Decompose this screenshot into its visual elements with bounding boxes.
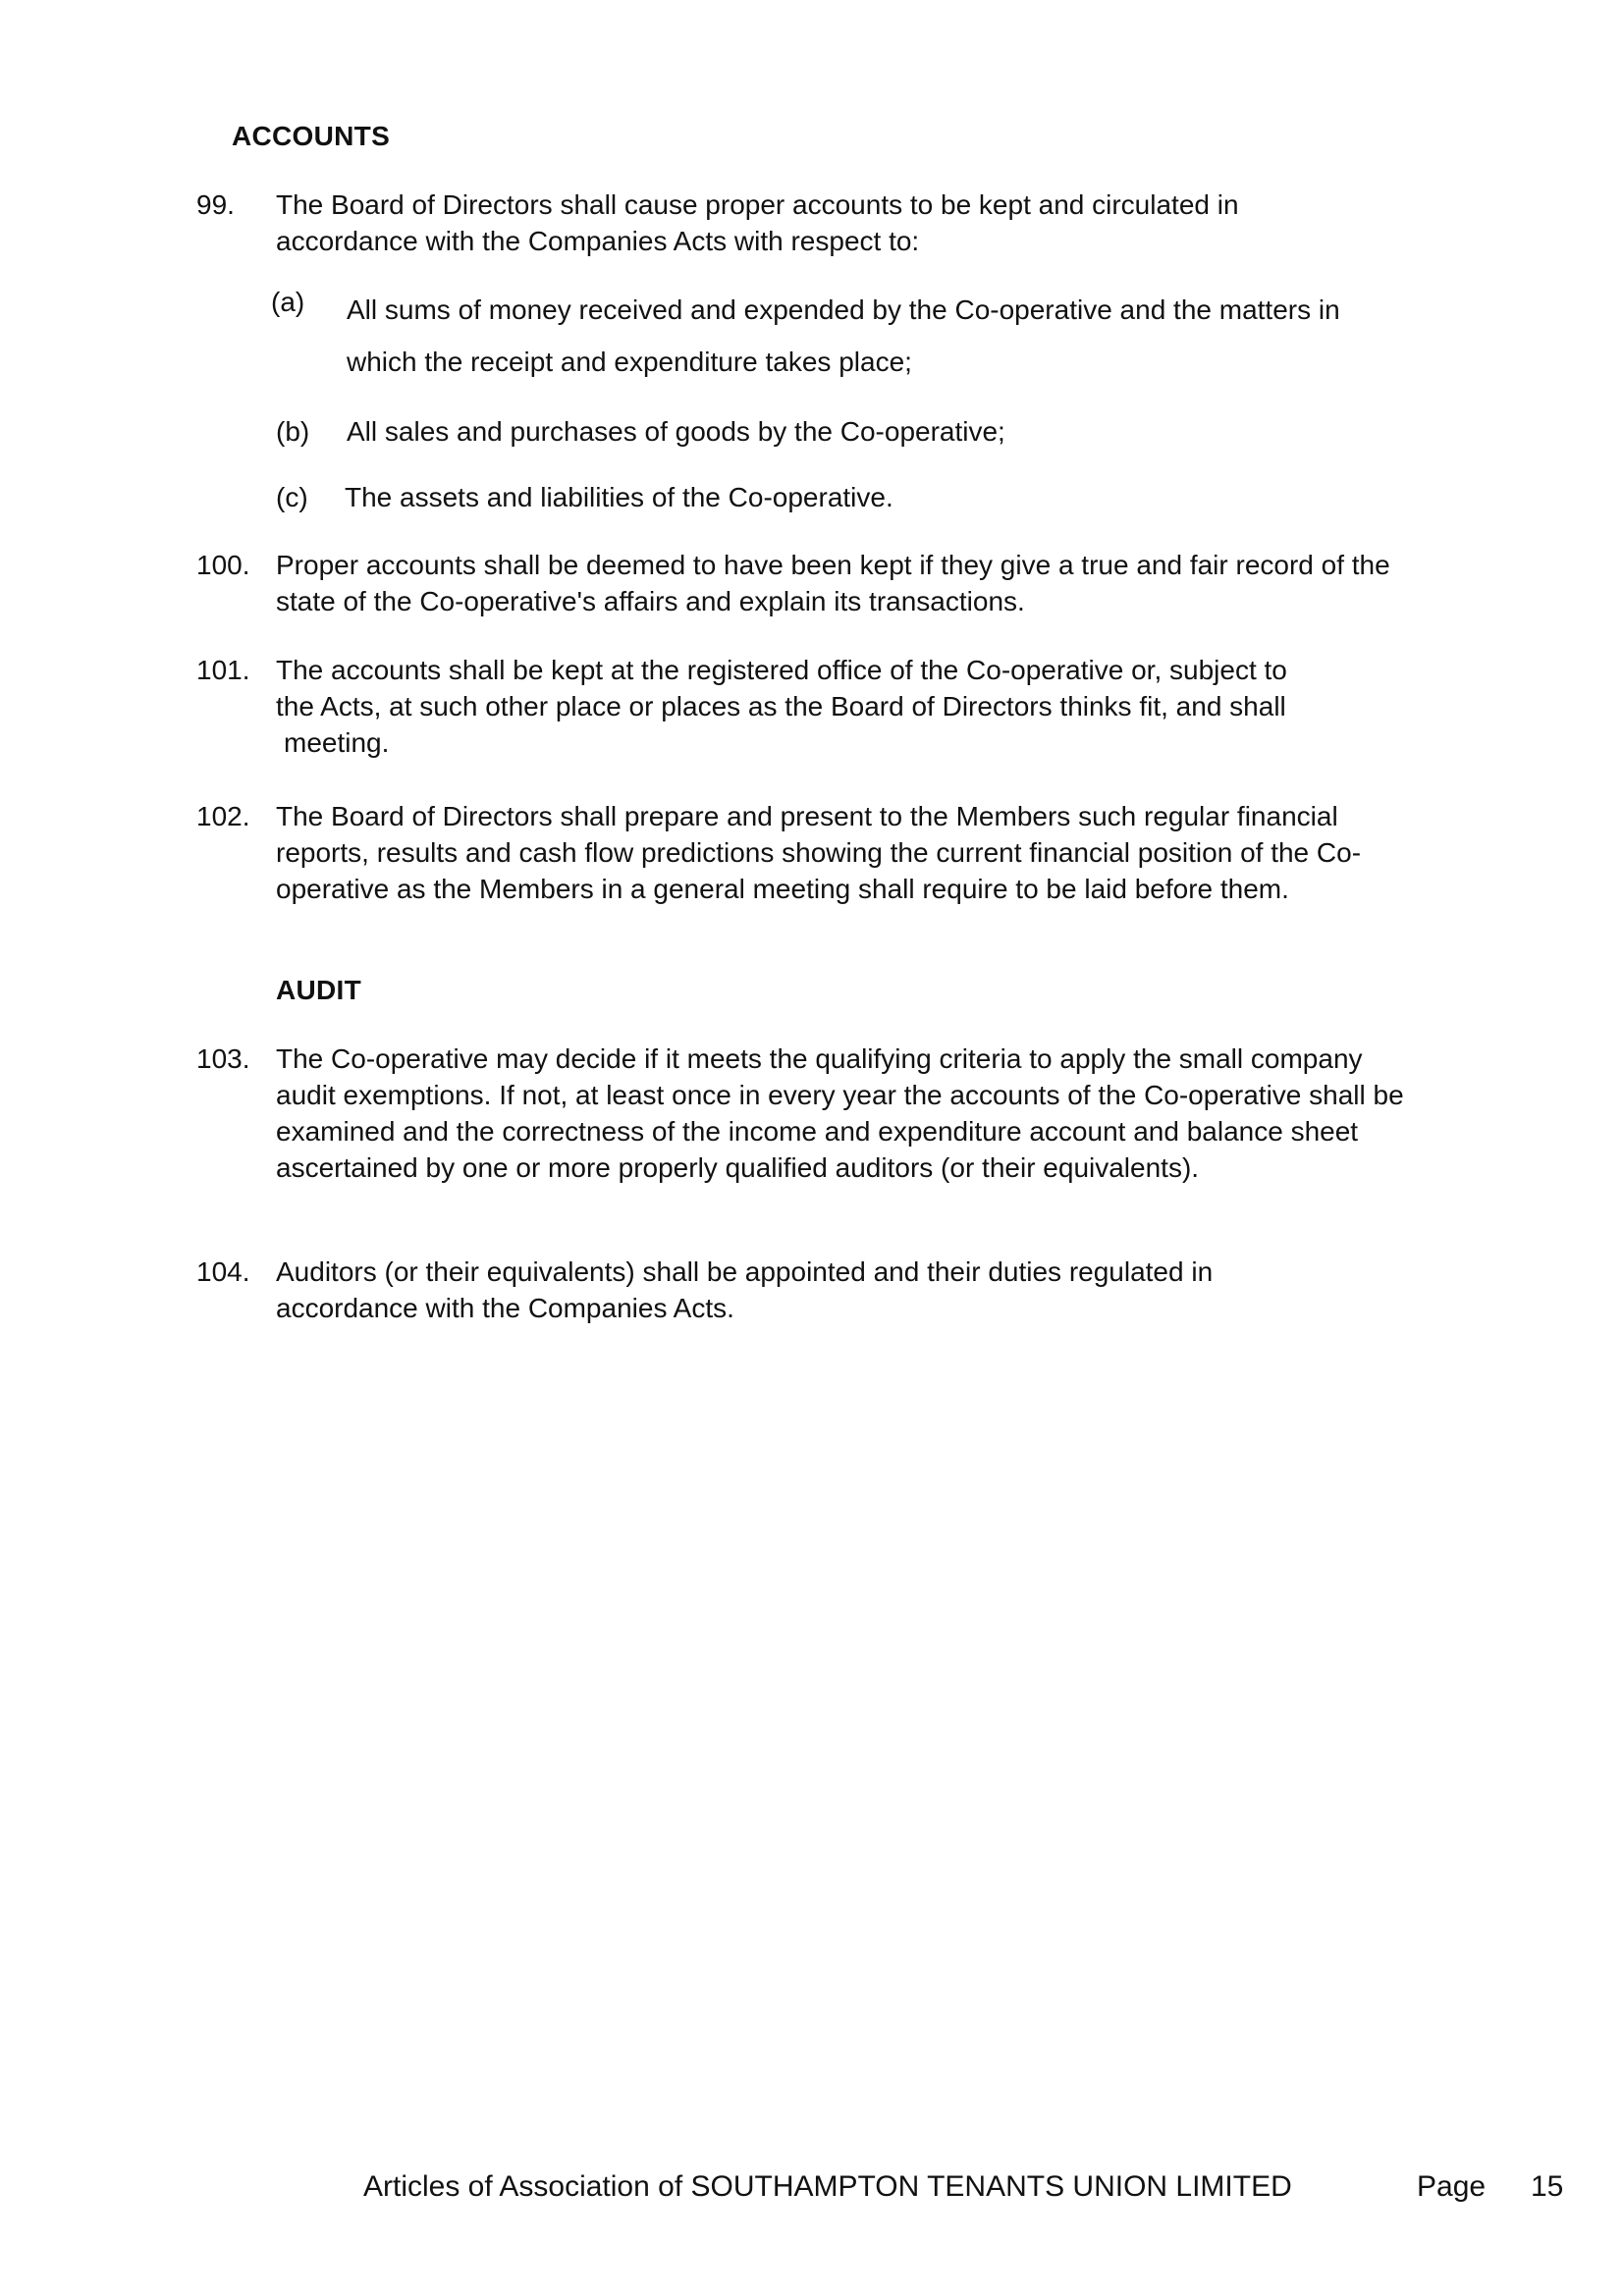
clause-number: 102. <box>196 801 250 831</box>
sub-item-text: All sales and purchases of goods by the Co-operative; <box>347 416 1005 447</box>
clause-number: 99. <box>196 189 235 220</box>
clause-number: 100. <box>196 550 250 580</box>
clause-text: The Co-operative may decide if it meets the qualifying criteria to apply the small company audit exemptions. If not, at least once in every year the accounts of the Co-operative shall be examined and the correctness of the income and expenditure account and balance sheet ascertained by one or more properly qualified auditors (or their equivalents). <box>276 1043 1404 1183</box>
footer-page-number: 15 <box>1531 2170 1564 2203</box>
sub-item-label: (c) <box>276 482 308 512</box>
sub-item-text: The assets and liabilities of the Co-operative. <box>345 482 893 512</box>
clause-text: The Board of Directors shall prepare and present to the Members such regular financial reports, results and cash flow predictions showing the current financial position of the Co-operative as the Members in a general meeting shall require to be laid before them. <box>276 801 1362 904</box>
clause-line: The accounts shall be kept at the registered office of the Co-operative or, subject to <box>276 655 1287 685</box>
footer-document-title: Articles of Association of SOUTHAMPTON TENANTS UNION LIMITED <box>363 2170 1292 2203</box>
footer-page-label: Page <box>1417 2170 1487 2203</box>
sub-item-text: All sums of money received and expended by the Co-operative and the matters in which the receipt and expenditure takes place; <box>347 294 1340 377</box>
sub-item-label: (b) <box>276 416 310 447</box>
accounts-heading: ACCOUNTS <box>232 121 391 151</box>
clause-number: 104. <box>196 1256 250 1287</box>
clause-number: 103. <box>196 1043 250 1074</box>
clause-text <box>276 652 1425 761</box>
clause-text: Auditors (or their equivalents) shall be appointed and their duties regulated in accordance with the Companies Acts. <box>276 1256 1214 1323</box>
clause-line: meeting. <box>284 727 390 758</box>
clause-number: 101. <box>196 655 250 685</box>
clause-text: The Board of Directors shall cause proper accounts to be kept and circulated in accordance with the Companies Acts with respect to: <box>276 189 1239 256</box>
audit-heading: AUDIT <box>276 975 362 1005</box>
sub-item-label: (a) <box>271 287 305 317</box>
clause-line: the Acts, at such other place or places as the Board of Directors thinks fit, and shall <box>276 691 1286 721</box>
clause-text: Proper accounts shall be deemed to have been kept if they give a true and fair record of the state of the Co-operative's affairs and explain its transactions. <box>276 550 1390 616</box>
